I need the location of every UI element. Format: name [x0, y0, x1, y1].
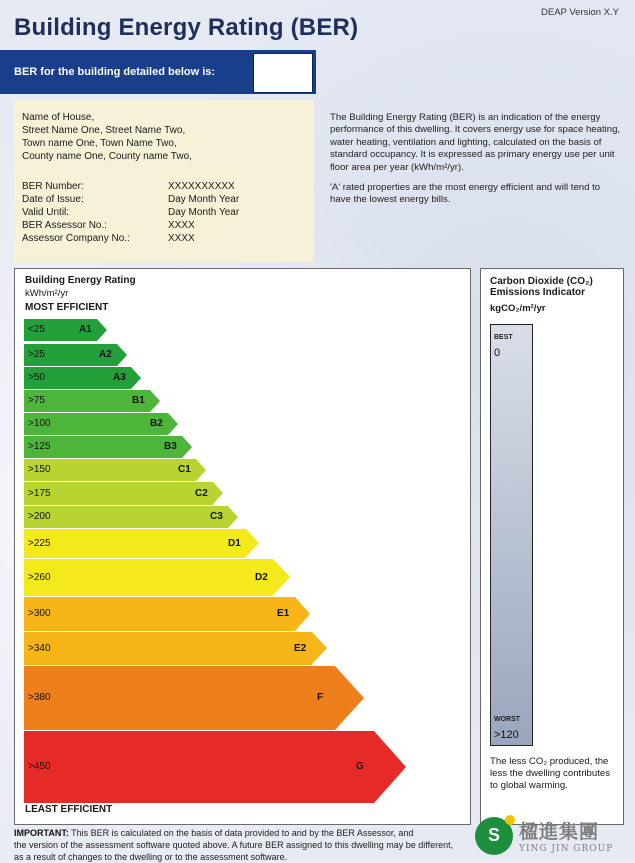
rating-band-a1	[24, 319, 107, 341]
rating-band-f	[24, 666, 364, 730]
rating-band-threshold: >340	[28, 643, 51, 654]
scale-unit: kWh/m²/yr	[25, 288, 69, 299]
building-info-box	[14, 100, 314, 262]
rating-band-threshold: >260	[28, 572, 51, 583]
ber-result-bar	[0, 50, 316, 94]
ber-details	[22, 180, 239, 245]
co2-title-line: Emissions Indicator	[490, 287, 586, 298]
rating-band-arrow	[273, 559, 290, 595]
rating-band-class: B2	[150, 418, 163, 429]
rating-band-threshold: >150	[28, 464, 51, 475]
rating-band-class: E2	[294, 643, 307, 654]
co2-note: The less CO₂ produced, the less the dwelling contributes to global warming.	[490, 756, 610, 792]
notice-line: This BER is calculated on the basis of data provided to and by the BER Assessor, and	[71, 828, 414, 838]
rating-band-arrow	[246, 529, 259, 557]
rating-band-class: C3	[210, 511, 223, 522]
rating-band-class: A1	[79, 324, 92, 335]
co2-best-value: 0	[494, 347, 501, 359]
co2-scale-column	[490, 324, 533, 746]
important-label: IMPORTANT:	[14, 828, 69, 838]
rating-band-bar	[24, 482, 213, 505]
building-address	[22, 111, 192, 163]
watermark-chinese: 楹進集團	[519, 821, 600, 843]
co2-title	[490, 276, 593, 298]
rating-band-threshold: >380	[28, 692, 51, 703]
notice-line: the version of the assessment software quoted above. A future BER assigned to this dwelling may be different,	[14, 840, 454, 850]
rating-band-bar	[24, 597, 295, 631]
rating-band-d2	[24, 559, 290, 596]
co2-indicator-panel	[480, 268, 624, 825]
detail-row	[22, 193, 239, 206]
description-paragraph: The Building Energy Rating (BER) is an indication of the energy performance of this dwelling. It covers energy use for space heating, water heating, ventilation and lighting, calculated on the basis of standard occupancy. It is expressed as primary energy use per unit floor area per year (kWh/m²/yr).	[330, 112, 621, 173]
town-name: Town name One, Town Name Two,	[22, 138, 177, 149]
rating-band-bar	[24, 529, 246, 558]
most-efficient-label: MOST EFFICIENT	[25, 302, 109, 313]
watermark-english: YING JIN GROUP	[519, 844, 614, 854]
rating-band-class: C1	[178, 464, 191, 475]
rating-band-class: F	[317, 692, 324, 703]
rating-band-arrow	[196, 459, 206, 481]
detail-label: Valid Until:	[22, 207, 70, 218]
software-version: DEAP Version X.Y	[541, 7, 619, 18]
rating-band-a3	[24, 367, 141, 389]
rating-band-arrow	[97, 319, 107, 341]
co2-unit: kgCO₂/m²/yr	[490, 303, 546, 314]
rating-band-g	[24, 731, 406, 803]
notice-line: as a result of changes to the dwelling or to the assessment software.	[14, 852, 288, 862]
ber-result-box	[253, 53, 313, 93]
street-name: Street Name One, Street Name Two,	[22, 125, 186, 136]
rating-band-bar	[24, 506, 228, 528]
detail-label: BER Number:	[22, 181, 84, 192]
rating-band-threshold: >450	[28, 761, 51, 772]
rating-band-bar	[24, 632, 312, 665]
rating-band-class: A2	[99, 349, 112, 360]
detail-row	[22, 232, 239, 245]
detail-value: Day Month Year	[168, 207, 240, 218]
rating-band-arrow	[213, 482, 223, 504]
rating-band-class: E1	[277, 608, 290, 619]
rating-band-threshold: >200	[28, 511, 51, 522]
rating-bands	[24, 319, 474, 799]
detail-row	[22, 206, 239, 219]
ber-description	[330, 112, 622, 215]
rating-band-arrow	[168, 413, 178, 435]
detail-label: Date of Issue:	[22, 194, 84, 205]
rating-band-class: D2	[255, 572, 268, 583]
detail-row	[22, 180, 239, 193]
rating-band-class: G	[356, 761, 364, 772]
rating-band-arrow	[228, 506, 238, 528]
page-title: Building Energy Rating (BER)	[14, 14, 359, 41]
co2-worst-value: >120	[494, 729, 519, 741]
rating-band-arrow	[335, 666, 364, 730]
detail-value: Day Month Year	[168, 194, 240, 205]
rating-band-arrow	[182, 436, 192, 458]
rating-band-arrow	[117, 344, 127, 366]
rating-band-threshold: >125	[28, 441, 51, 452]
rating-band-threshold: >50	[28, 372, 45, 383]
county-name: County name One, County name Two,	[22, 151, 192, 162]
co2-worst-label: WORST	[494, 716, 521, 723]
rating-band-class: B3	[164, 441, 177, 452]
rating-band-class: A3	[113, 372, 126, 383]
rating-band-threshold: >75	[28, 395, 45, 406]
detail-value: XXXXXXXXXX	[168, 181, 235, 192]
rating-band-bar	[24, 559, 273, 596]
rating-band-d1	[24, 529, 259, 558]
rating-band-threshold: >25	[28, 349, 45, 360]
least-efficient-label: LEAST EFFICIENT	[25, 804, 113, 815]
rating-band-threshold: >175	[28, 488, 51, 499]
rating-band-b3	[24, 436, 192, 458]
company-logo-icon: S	[475, 817, 513, 855]
scale-title: Building Energy Rating	[25, 275, 136, 286]
rating-band-c3	[24, 506, 238, 528]
rating-band-a2	[24, 344, 127, 366]
rating-band-arrow	[150, 390, 160, 412]
detail-label: Assessor Company No.:	[22, 233, 130, 244]
rating-band-c1	[24, 459, 206, 481]
rating-band-class: B1	[132, 395, 145, 406]
rating-band-threshold: <25	[28, 324, 45, 335]
rating-band-b2	[24, 413, 178, 435]
energy-rating-scale	[14, 268, 471, 825]
rating-band-threshold: >225	[28, 538, 51, 549]
detail-value: XXXX	[168, 233, 195, 244]
detail-value: XXXX	[168, 220, 195, 231]
rating-band-class: D1	[228, 538, 241, 549]
rating-band-c2	[24, 482, 223, 505]
description-paragraph: 'A' rated properties are the most energy efficient and will tend to have the lowest energy bills.	[330, 182, 601, 206]
co2-best-label: BEST	[494, 334, 513, 341]
rating-band-arrow	[312, 632, 327, 664]
rating-band-class: C2	[195, 488, 208, 499]
rating-band-e1	[24, 597, 310, 631]
detail-label: BER Assessor No.:	[22, 220, 108, 231]
rating-band-bar	[24, 731, 374, 803]
rating-band-arrow	[374, 731, 406, 803]
rating-band-b1	[24, 390, 160, 412]
company-watermark	[475, 810, 635, 861]
co2-title-line: Carbon Dioxide (CO₂)	[490, 276, 593, 287]
detail-row	[22, 219, 239, 232]
house-name: Name of House,	[22, 112, 95, 123]
ber-result-label: BER for the building detailed below is:	[14, 66, 216, 78]
rating-band-arrow	[295, 597, 310, 631]
rating-band-threshold: >300	[28, 608, 51, 619]
rating-band-threshold: >100	[28, 418, 51, 429]
watermark-text	[519, 817, 613, 854]
rating-band-bar	[24, 666, 335, 730]
rating-band-e2	[24, 632, 327, 665]
rating-band-arrow	[131, 367, 141, 389]
